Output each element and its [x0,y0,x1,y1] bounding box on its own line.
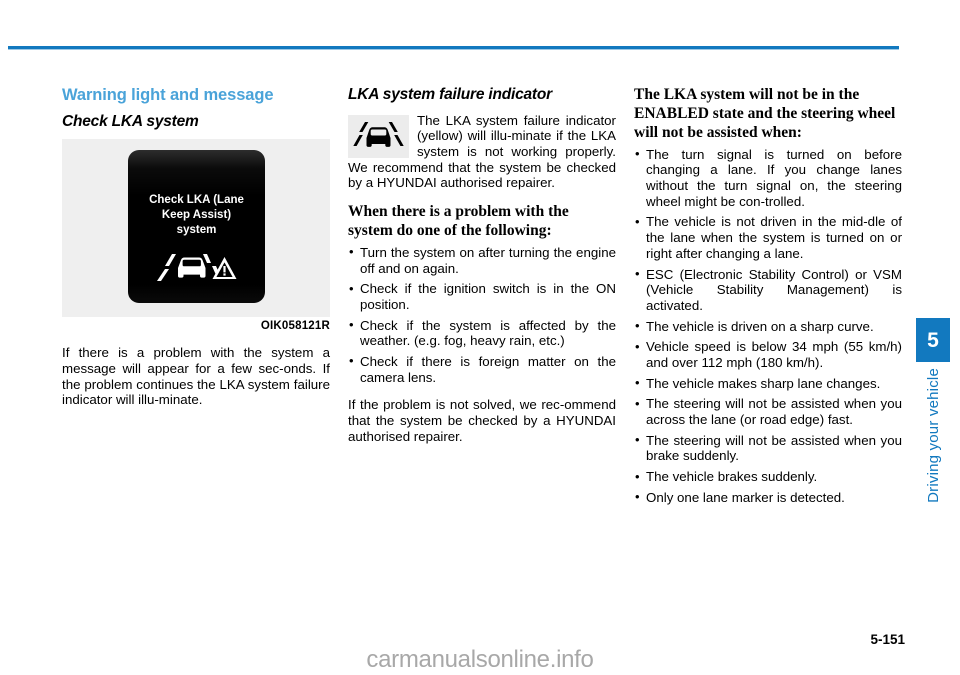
list-item: • ESC (Electronic Stability Control) or VSM (Vehicle Stability Management) is activated. [634,267,902,314]
column-left [62,86,330,408]
chapter-label-text: Driving your vehicle [924,368,942,503]
column-right [634,86,902,517]
list-item: • Check if there is foreign matter on the camera lens. [348,354,616,385]
list-item: • The vehicle brakes suddenly. [634,469,902,485]
indicator-description-block [348,113,616,191]
list-item: • Check if the system is affected by the weather. (e.g. fog, heavy rain, etc.) [348,318,616,349]
instrument-cluster-display [128,150,265,303]
column-middle [348,86,616,444]
list-item: • The steering will not be assisted when you brake suddenly. [634,433,902,464]
section-heading-warning-light: Warning light and message [62,86,274,104]
indicator-description-text: The LKA system failure indicator (yellow) will illu-minate if the LKA system is not working properly. We recommend that the system be checked by a HYUNDAI authorised repairer. [348,112,616,191]
cluster-message-line-1: Check LKA (Lane [149,194,244,207]
cluster-message-line-2: Keep Assist) [161,209,232,222]
heading-lka-not-enabled: The LKA system will not be in the ENABLED state and the steering wheel will not be assisted when: [634,86,896,141]
list-item: • The turn signal is turned on before changing a lane. If you change lanes without the turn signal on, the steering wheel might be con-trolled. [634,147,902,210]
middle-column-closing-paragraph: If the problem is not solved, we rec-ommend that the system be checked by a HYUNDAI authorised repairer. [348,397,616,444]
list-item: • The vehicle is not driven in the mid-dle of the lane when the system is turned on or right after changing a lane. [634,214,902,261]
cluster-message [128,193,265,237]
page-number: 5-151 [870,632,905,647]
subheading-check-lka-system: Check LKA system [62,112,199,130]
list-item: • The vehicle makes sharp lane changes. [634,376,902,392]
chapter-label-vertical [916,368,950,558]
site-watermark: carmanualsonline.info [366,646,594,673]
subheading-lka-failure-indicator: LKA system failure indicator [348,86,552,103]
list-item: • Turn the system on after turning the engine off and on again. [348,245,616,276]
lane-keep-assist-warning-icon [156,250,238,284]
problem-steps-list [348,245,616,386]
list-item: • The vehicle is driven on a sharp curve. [634,319,902,335]
figure-check-lka-system [62,139,330,317]
list-item: • Vehicle speed is below 34 mph (55 km/h) and over 112 mph (180 km/h). [634,339,902,370]
list-item: • Check if the ignition switch is in the ON position. [348,281,616,312]
header-rule [8,46,899,49]
list-item: • The steering will not be assisted when you across the lane (or road edge) fast. [634,396,902,427]
not-enabled-conditions-list [634,147,902,506]
chapter-number-tab [916,318,950,362]
left-column-paragraph: If there is a problem with the system a message will appear for a few sec-onds. If the problem continues the LKA system failure indicator will illu-minate. [62,345,330,408]
heading-when-there-is-a-problem: When there is a problem with the system do one of the following: [348,203,569,239]
chapter-number: 5 [927,328,939,352]
list-item: • Only one lane marker is detected. [634,490,902,506]
cluster-message-line-3: system [176,223,217,236]
figure-caption: OIK058121R [260,320,330,333]
lka-system-failure-indicator-icon [348,115,409,158]
